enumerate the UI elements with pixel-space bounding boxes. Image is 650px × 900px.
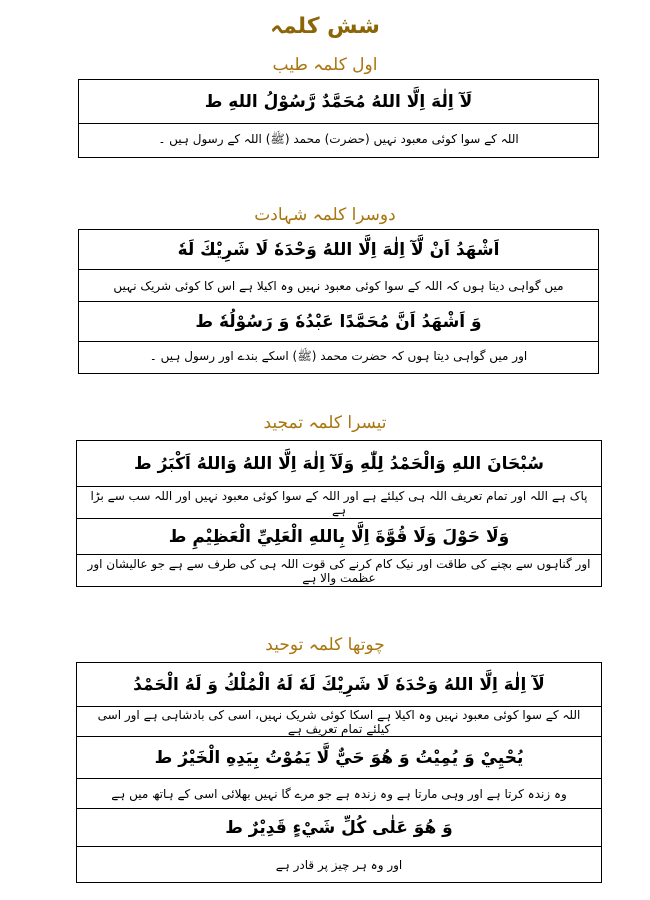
urdu-translation-row: اللہ کے سوا کوئی معبود نہیں وہ اکیلا ہے اسکا کوئی شریک نہیں، اسی کی بادشاہی ہے اور اسی کیلئے تمام تعریف ہے — [77, 707, 602, 737]
arabic-text-row: وَ اَشْهَدُ اَنَّ مُحَمَّدًا عَبْدُهٗ وَ رَسُوْلُهٗ ط — [79, 302, 599, 342]
urdu-translation-row: وہ زندہ کرتا ہے اور وہی مارتا ہے وہ زندہ ہے جو مرے گا نہیں بھلائی اسی کے ہاتھ میں ہے — [77, 779, 602, 809]
page-title: شش کلمہ — [270, 14, 380, 39]
section-title-4: چوتھا کلمہ توحید — [265, 635, 385, 655]
arabic-text-row: لَآ اِلٰهَ اِلَّا اللهُ مُحَمَّدٌ رَّسُوْلُ اللهِ ط — [79, 80, 599, 124]
section-title-3: تیسرا کلمہ تمجید — [263, 413, 387, 433]
kalima-table-3 — [76, 440, 602, 587]
arabic-text-row: سُبْحَانَ اللهِ وَالْحَمْدُ لِلّٰهِ وَلَآ اِلٰهَ اِلَّا اللهُ وَاللهُ اَكْبَرُ ط — [77, 441, 602, 487]
urdu-translation-row: میں گواہی دیتا ہوں کہ اللہ کے سوا کوئی معبود نہیں وہ اکیلا ہے اس کا کوئی شریک نہیں — [79, 270, 599, 302]
arabic-text-row: وَ هُوَ عَلٰى كُلِّ شَيْءٍ قَدِيْرٌ ط — [77, 809, 602, 847]
kalima-table-2 — [78, 229, 599, 374]
urdu-translation-row: اور میں گواہی دیتا ہوں کہ حضرت محمد (ﷺ) اسکے بندے اور رسول ہیں ۔ — [79, 342, 599, 374]
urdu-translation-row: اللہ کے سوا کوئی معبود نہیں (حضرت) محمد (ﷺ) اللہ کے رسول ہیں ۔ — [79, 124, 599, 158]
arabic-text-row: لَآ اِلٰهَ اِلَّا اللهُ وَحْدَهٗ لَا شَرِيْكَ لَهٗ لَهُ الْمُلْكُ وَ لَهُ الْحَمْدُ — [77, 663, 602, 707]
arabic-text-row: يُحْيِيْ وَ يُمِيْتُ وَ هُوَ حَيٌّ لَّا يَمُوْتُ بِيَدِهِ الْخَيْرُ ط — [77, 737, 602, 779]
arabic-text-row: اَشْهَدُ اَنْ لَّآ اِلٰهَ اِلَّا اللهُ وَحْدَهٗ لَا شَرِيْكَ لَهٗ — [79, 230, 599, 270]
urdu-translation-row: پاک ہے اللہ اور تمام تعریف اللہ ہی کیلئے ہے اور اللہ کے سوا کوئی معبود نہیں اور اللہ سب سے بڑا ہے — [77, 487, 602, 519]
section-title-1: اول کلمہ طیب — [272, 55, 378, 75]
urdu-translation-row: اور گناہوں سے بچنے کی طاقت اور نیک کام کرنے کی قوت اللہ ہی کی طرف سے ہے جو عالیشان اور عظمت والا ہے — [77, 555, 602, 587]
urdu-translation-row: اور وہ ہر چیز پر قادر ہے — [77, 847, 602, 883]
kalima-table-1 — [78, 79, 599, 158]
section-title-2: دوسرا کلمہ شہادت — [254, 205, 396, 225]
arabic-text-row: وَلَا حَوْلَ وَلَا قُوَّةَ اِلَّا بِاللهِ الْعَلِيِّ الْعَظِيْمِ ط — [77, 519, 602, 555]
kalima-table-4 — [76, 662, 602, 883]
